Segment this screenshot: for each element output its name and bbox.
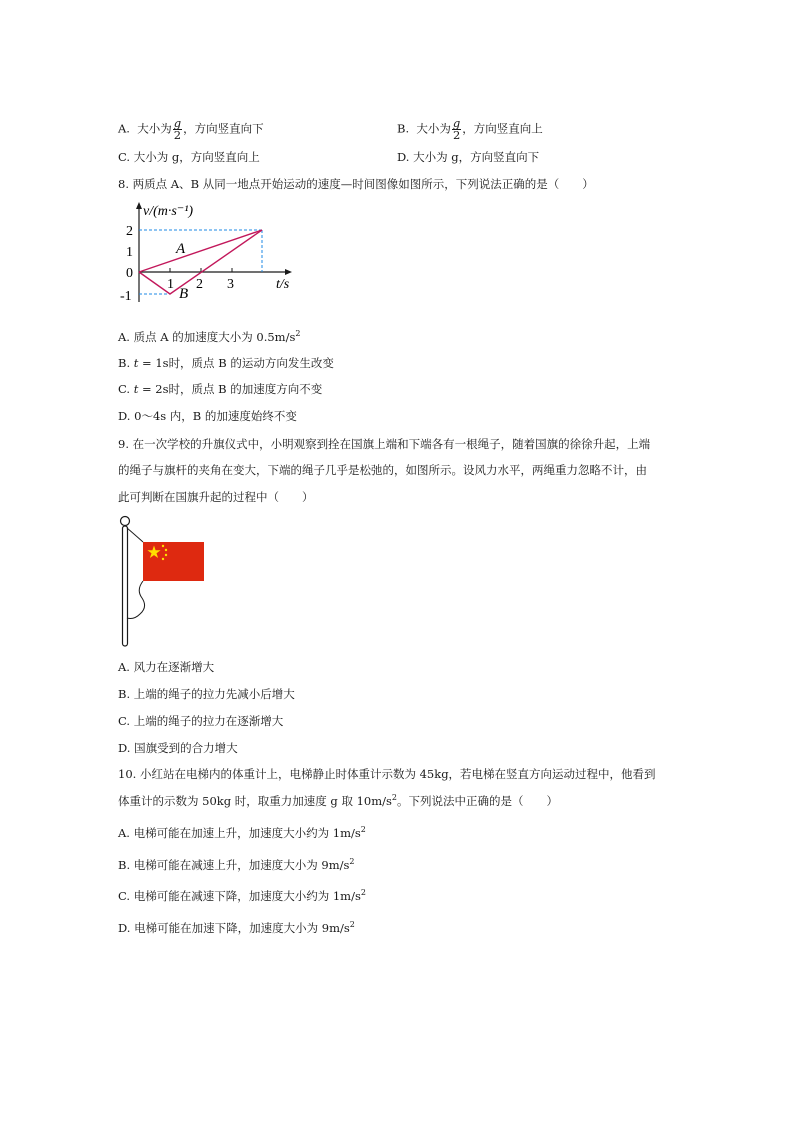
x-tick-label-3: 3 (227, 277, 234, 292)
flag-small-star-1 (162, 545, 164, 547)
q10-option-b-text: B. 电梯可能在减速上升，加速度大小为 9m/s (118, 858, 350, 872)
q9-stem-line-3: 此可判断在国旗升起的过程中（ ） (118, 490, 314, 504)
lower-rope (127, 581, 145, 619)
q8-option-b-variable: t (133, 356, 139, 370)
x-tick-label-1: 1 (167, 277, 174, 292)
flag-pole (123, 526, 128, 646)
q10-option-c-text: C. 电梯可能在减速下降，加速度大小约为 1m/s (118, 889, 361, 903)
q7-option-a-post: ，方向竖直向下 (183, 121, 264, 136)
q7-option-a (118, 118, 264, 141)
line-a-label: A (176, 241, 186, 257)
fraction-numerator: g (452, 116, 461, 130)
q10-stem-line-1: 10. 小红站在电梯内的体重计上，电梯静止时体重计示数为 45kg，若电梯在竖直方向运动过程中，他看到 (118, 767, 656, 781)
q8-stem: 8. 两质点 A、B 从同一地点开始运动的速度—时间图像如图所示，下列说法正确的是（ ） (118, 177, 594, 191)
q7-option-a-fraction (173, 118, 182, 141)
q8-velocity-time-graph (116, 198, 306, 310)
q10-option-d-text: D. 电梯可能在加速下降，加速度大小为 9m/s (118, 921, 350, 935)
q8-option-b-equation: = 1s (138, 356, 169, 370)
line-a (139, 230, 262, 272)
y-axis-label: v/(m·s⁻¹) (143, 204, 194, 219)
y-tick-label-minus1: -1 (120, 289, 132, 304)
q7-option-a-label: A. (118, 121, 130, 136)
q7-option-b-post: ，方向竖直向上 (462, 121, 543, 136)
flag-small-star-3 (165, 554, 167, 556)
q10-option-a (118, 825, 366, 841)
pole-top-knob (121, 517, 130, 526)
q9-option-c: C. 上端的绳子的拉力在逐渐增大 (118, 714, 284, 728)
superscript: 2 (360, 888, 366, 897)
q8-option-c-equation: = 2s (138, 382, 169, 396)
q10-option-a-text: A. 电梯可能在加速上升，加速度大小约为 1m/s (118, 826, 361, 840)
fraction-denominator: 2 (173, 128, 182, 142)
q9-flag-illustration (114, 512, 214, 652)
q7-option-b (397, 118, 543, 141)
q8-option-a-value: 0.5m/s (256, 330, 296, 344)
q7-option-b-fraction (452, 118, 461, 141)
superscript: 2 (349, 920, 355, 929)
q9-stem-line-1: 9. 在一次学校的升旗仪式中，小明观察到拴在国旗上端和下端各有一根绳子，随着国旗的徐徐升起，上端 (118, 437, 651, 451)
y-tick-label-2: 2 (126, 224, 133, 239)
flag-small-star-4 (162, 558, 164, 560)
q10-stem-line-2-tail: 。下列说法中正确的是（ ） (397, 794, 559, 808)
q8-option-b-text: 时，质点 B 的运动方向发生改变 (168, 356, 334, 370)
superscript: 2 (360, 825, 366, 834)
q10-option-d (118, 920, 355, 936)
q9-option-b: B. 上端的绳子的拉力先减小后增大 (118, 687, 295, 701)
q9-stem-line-2: 的绳子与旗杆的夹角在变大，下端的绳子几乎是松弛的，如图所示。设风力水平，两绳重力忽略不计，由 (118, 463, 647, 477)
q10-stem-line-2-text: 体重计的示数为 50kg 时，取重力加速度 g 取 10m/s (118, 794, 392, 808)
flag (143, 542, 204, 581)
q9-option-d: D. 国旗受到的合力增大 (118, 741, 238, 755)
x-axis-label: t/s (276, 277, 290, 292)
q8-option-b-label: B. (118, 356, 134, 370)
q7-option-d: D. 大小为 g，方向竖直向下 (397, 150, 540, 164)
q8-option-b (118, 355, 334, 371)
upper-rope (127, 528, 143, 542)
q7-option-b-pre: 大小为 (416, 121, 451, 136)
q8-option-a-text: A. 质点 A 的加速度大小为 (118, 330, 257, 344)
y-tick-label-0: 0 (126, 266, 133, 281)
q7-option-c: C. 大小为 g，方向竖直向上 (118, 150, 260, 164)
q10-stem-line-2 (118, 793, 558, 809)
q7-option-a-pre: 大小为 (137, 121, 172, 136)
q7-option-b-label: B. (397, 121, 410, 136)
line-b-label: B (179, 286, 189, 302)
fraction-denominator: 2 (452, 128, 461, 142)
x-tick-label-2: 2 (196, 277, 203, 292)
q8-option-c-text: 时，质点 B 的加速度方向不变 (168, 382, 323, 396)
y-tick-label-1: 1 (126, 245, 133, 260)
q8-option-c-variable: t (133, 382, 139, 396)
q8-option-c-label: C. (118, 382, 134, 396)
fraction-numerator: g (173, 116, 182, 130)
flag-small-star-2 (165, 549, 167, 551)
q9-option-a: A. 风力在逐渐增大 (118, 660, 215, 674)
superscript: 2 (295, 329, 301, 338)
x-axis-arrow (285, 269, 292, 275)
y-axis-arrow (136, 202, 142, 209)
q8-option-a (118, 329, 300, 345)
superscript: 2 (391, 793, 398, 802)
superscript: 2 (349, 857, 355, 866)
q8-option-c (118, 381, 322, 397)
q10-option-c (118, 888, 366, 904)
q10-option-b (118, 857, 355, 873)
q8-option-d: D. 0～4s 内，B 的加速度始终不变 (118, 409, 297, 423)
